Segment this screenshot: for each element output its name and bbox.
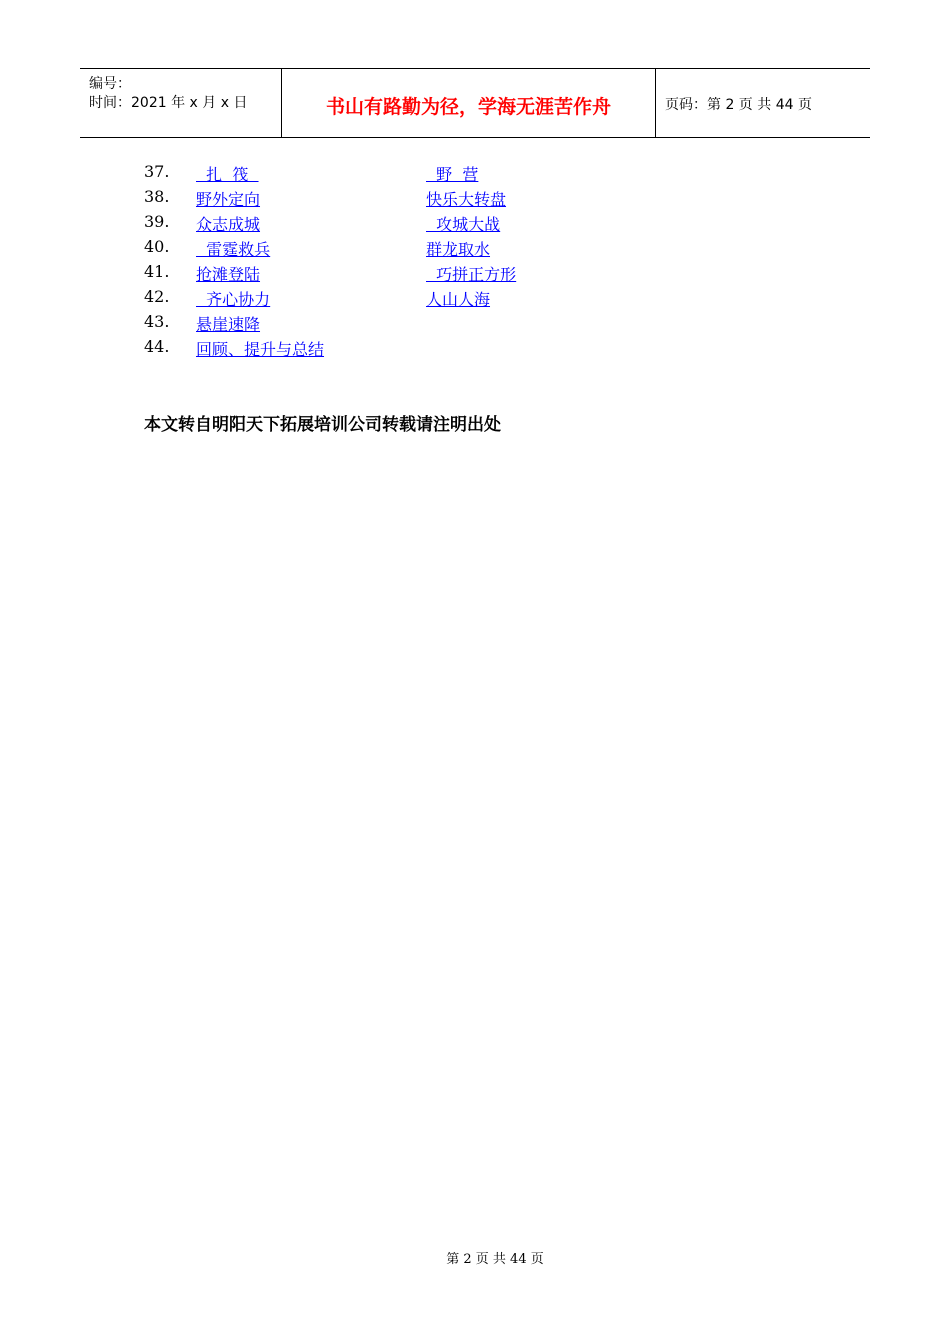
item-number: 43. bbox=[144, 312, 170, 331]
activity-link[interactable]: 齐心协力 bbox=[196, 290, 271, 309]
activity-link[interactable]: 众志成城 bbox=[196, 215, 261, 234]
activity-link[interactable]: 悬崖速降 bbox=[196, 315, 261, 334]
item-number: 37. bbox=[144, 162, 170, 181]
item-number: 41. bbox=[144, 262, 170, 281]
header-left-cell bbox=[80, 69, 282, 137]
activity-link[interactable]: 快乐大转盘 bbox=[426, 190, 507, 209]
header-middle-cell bbox=[282, 69, 656, 137]
item-number: 38. bbox=[144, 187, 170, 206]
activity-link[interactable]: 群龙取水 bbox=[426, 240, 491, 259]
header-page-info: 页码：第 2 页 共 44 页 bbox=[665, 97, 812, 113]
source-note: 本文转自明阳天下拓展培训公司转载请注明出处 bbox=[144, 415, 501, 435]
document-number-label: 编号： bbox=[89, 76, 131, 92]
item-number: 39. bbox=[144, 212, 170, 231]
page-header bbox=[80, 68, 870, 138]
activity-link[interactable]: 野 营 bbox=[426, 165, 479, 184]
item-number: 44. bbox=[144, 337, 170, 356]
item-number: 42. bbox=[144, 287, 170, 306]
activity-link[interactable]: 野外定向 bbox=[196, 190, 261, 209]
document-date-label: 时间：2021 年 x 月 x 日 bbox=[89, 95, 248, 111]
activity-link[interactable]: 巧拼正方形 bbox=[426, 265, 517, 284]
page-footer: 第 2 页 共 44 页 bbox=[446, 1252, 544, 1267]
activity-link[interactable]: 攻城大战 bbox=[426, 215, 501, 234]
activity-link[interactable]: 雷霆救兵 bbox=[196, 240, 271, 259]
activity-link[interactable]: 抢滩登陆 bbox=[196, 265, 261, 284]
header-motto: 书山有路勤为径，学海无涯苦作舟 bbox=[325, 96, 611, 118]
item-number: 40. bbox=[144, 237, 170, 256]
activity-link[interactable]: 扎 筏 bbox=[196, 165, 259, 184]
activity-link[interactable]: 人山人海 bbox=[426, 290, 491, 309]
header-right-cell bbox=[656, 69, 870, 137]
activity-link[interactable]: 回顾、提升与总结 bbox=[196, 340, 325, 359]
